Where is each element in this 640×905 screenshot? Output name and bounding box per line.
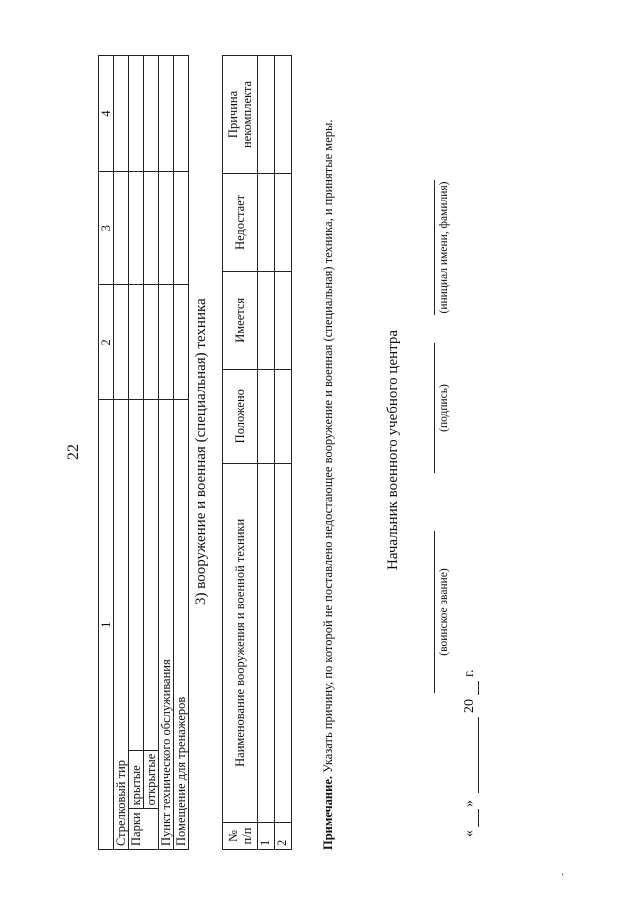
- section-title: 3) вооружение и военная (специальная) техника: [193, 298, 209, 605]
- scan-mark: ʻ: [561, 872, 565, 883]
- note-text: Указать причину, по которой не поставлено недостающее вооружение и военная (специальная) техника, и принятые меры.: [321, 119, 335, 776]
- signature-caption: (подпись): [438, 384, 450, 432]
- row-sublabel: открытые: [144, 750, 159, 809]
- row-label: Парки: [129, 809, 159, 850]
- row-label: Помещение для тренажеров: [174, 400, 189, 850]
- table-row: [159, 56, 174, 850]
- note-label: Примечание.: [321, 775, 335, 850]
- date-line: [462, 637, 482, 837]
- header-name: Наименование вооружения и военной техники: [223, 463, 258, 822]
- header-num: № п/п: [223, 823, 258, 850]
- day-line: [478, 809, 479, 827]
- month-line: [478, 717, 479, 793]
- year-prefix: 20: [462, 699, 477, 713]
- note: [321, 50, 336, 850]
- signature-line: [434, 343, 435, 473]
- facilities-table: [98, 55, 189, 850]
- header-missing: Недостает: [223, 173, 258, 271]
- rank-line: [434, 531, 435, 693]
- page-number: 22: [65, 444, 82, 460]
- table-row: [275, 56, 292, 850]
- table-row: [144, 56, 159, 850]
- table-row: [129, 56, 144, 850]
- facilities-header-row: [99, 56, 114, 850]
- header-reason: Причина некомплекта: [223, 56, 258, 174]
- table-row: [258, 56, 275, 850]
- header-required: Положено: [223, 369, 258, 463]
- name-caption: (инициал имени, фамилия): [438, 181, 450, 314]
- date-quote-open: «: [462, 830, 477, 837]
- table-row: [174, 56, 189, 850]
- row-number: 1: [258, 823, 275, 850]
- facilities-header-col-2: 2: [99, 285, 114, 400]
- row-sublabel: крытые: [129, 750, 144, 809]
- facilities-header-col-4: 4: [99, 56, 114, 172]
- row-number: 2: [275, 823, 292, 850]
- date-quote-close: »: [462, 800, 477, 807]
- row-label: Стрелковый тир: [114, 400, 129, 850]
- weapons-header-row: [223, 56, 258, 850]
- signature-title: Начальник военного учебного центра: [385, 329, 401, 570]
- year-line: [478, 681, 479, 695]
- rank-caption: (воинское звание): [438, 568, 450, 656]
- table-row: [114, 56, 129, 850]
- weapons-table: [222, 55, 292, 850]
- year-suffix: г.: [462, 669, 477, 677]
- name-line: [434, 180, 435, 315]
- facilities-header-col-3: 3: [99, 172, 114, 285]
- header-available: Имеется: [223, 271, 258, 369]
- facilities-header-col-1: 1: [99, 400, 114, 850]
- row-label: Пункт технического обслуживания: [159, 400, 174, 850]
